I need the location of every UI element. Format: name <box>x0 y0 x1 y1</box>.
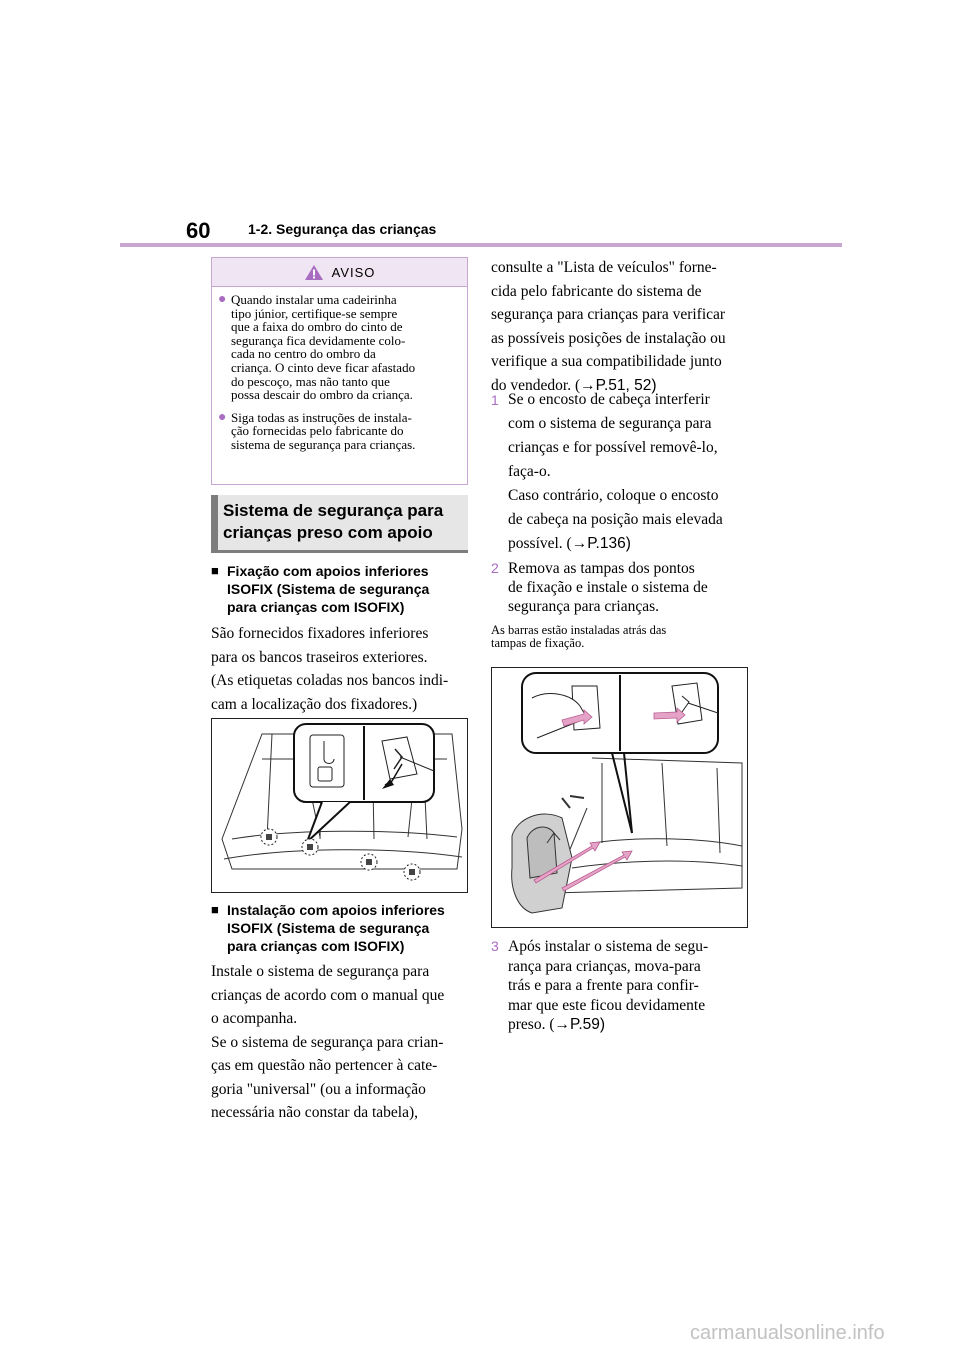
text-line <box>508 532 723 556</box>
text-line: tampas de fixação. <box>491 636 585 650</box>
warning-line: sistema de segurança para crianças. <box>231 436 416 452</box>
warning-label: AVISO <box>331 264 376 280</box>
paragraph-fixation <box>211 622 471 716</box>
step-number: 3 <box>491 938 499 954</box>
bullet-icon: ● <box>218 409 227 425</box>
warning-line: segurança fica devidamente colo- <box>231 332 406 348</box>
section-title: 1-2. Segurança das crianças <box>248 221 437 237</box>
text-line: as possíveis posições de instalação ou <box>491 329 726 347</box>
text-line: Remova as tampas dos pontos <box>508 560 695 577</box>
warning-box <box>211 257 468 485</box>
warning-line: possa descair do ombro da criança. <box>231 387 413 403</box>
text-line: As barras estão instaladas atrás das <box>491 623 667 637</box>
text-line: Caso contrário, coloque o encosto <box>508 487 719 504</box>
text-span: do vendedor. ( <box>491 376 581 394</box>
warning-line: criança. O cinto deve ficar afastado <box>231 359 416 375</box>
step-2 <box>491 559 761 616</box>
page-number: 60 <box>186 218 211 243</box>
heading-line: Sistema de segurança para <box>223 501 444 520</box>
text-line: de cabeça na posição mais elevada <box>508 511 723 528</box>
text-line: rança para crianças, mova-para <box>508 957 701 975</box>
step-3 <box>491 937 761 1035</box>
step-1 <box>491 388 761 556</box>
subheading-line: ISOFIX (Sistema de segurança <box>227 581 430 597</box>
page-reference-link[interactable]: →P.59) <box>554 1016 606 1033</box>
heading-bar <box>211 495 218 550</box>
step-number: 1 <box>491 392 499 408</box>
text-line: para os bancos traseiros exteriores. <box>211 648 428 666</box>
text-line: consulte a "Lista de veículos" forne- <box>491 259 717 276</box>
child-seat-installation-illustration <box>492 668 747 927</box>
paragraph-installation <box>211 960 471 1125</box>
warning-line: cada no centro do ombro da <box>231 346 376 362</box>
text-line: (As etiquetas coladas nos bancos indi- <box>211 672 449 689</box>
subheading-line: ISOFIX (Sistema de segurança <box>227 920 430 936</box>
text-line: crianças e for possível removê-lo, <box>508 439 718 456</box>
text-line: crianças de acordo com o manual que <box>211 986 445 1004</box>
warning-triangle-icon <box>304 264 324 281</box>
header-rule <box>120 243 842 247</box>
warning-item-1 <box>218 293 459 402</box>
subheading-line: Instalação com apoios inferiores <box>227 902 445 918</box>
section-heading <box>211 495 468 553</box>
heading-line: crianças preso com apoio <box>223 523 433 542</box>
note-fixation-covers <box>491 624 761 650</box>
text-line: segurança para crianças. <box>508 598 660 615</box>
text-line: cida pelo fabricante do sistema de <box>491 282 702 300</box>
page-reference-link[interactable]: →P.136) <box>571 535 631 552</box>
warning-line: que a faixa do ombro do cinto de <box>231 319 403 335</box>
subheading-line: para crianças com ISOFIX) <box>227 599 405 615</box>
text-line: de fixação e instale o sistema de <box>508 579 708 596</box>
warning-line: Quando instalar uma cadeirinha <box>231 292 397 307</box>
text-line: São fornecidos fixadores inferiores <box>211 625 429 642</box>
figure-install-child-seat <box>491 667 748 928</box>
text-line: segurança para crianças para verificar <box>491 306 726 323</box>
text-line: Após instalar o sistema de segu- <box>508 938 709 955</box>
text-line: mar que este ficou devidamente <box>508 996 706 1014</box>
paragraph-vehicle-list <box>491 256 761 397</box>
warning-item-2 <box>218 411 459 452</box>
text-line: goria "universal" (ou a informação <box>211 1080 426 1098</box>
warning-header <box>212 258 467 287</box>
text-line: verifique a sua compatibilidade junto <box>491 353 722 370</box>
warning-line: do pescoço, mas não tanto que <box>231 373 390 389</box>
text-line: cam a localização dos fixadores.) <box>211 695 418 713</box>
bullet-icon: ● <box>218 292 227 307</box>
figure-rear-seat-anchors <box>211 718 468 893</box>
text-line: Instale o sistema de segurança para <box>211 963 430 980</box>
subheading-line: para crianças com ISOFIX) <box>227 938 405 954</box>
step-number: 2 <box>491 560 499 576</box>
text-line: o acompanha. <box>211 1010 298 1027</box>
subheading-installation <box>211 901 468 955</box>
text-line: faça-o. <box>508 463 551 480</box>
text-span: possível. ( <box>508 535 572 552</box>
text-line: Se o sistema de segurança para crian- <box>211 1033 444 1051</box>
page-reference-link[interactable]: →P.51, 52) <box>580 376 657 394</box>
watermark: carmanualsonline.info <box>690 1322 885 1344</box>
text-line: Se o encosto de cabeça interferir <box>508 391 710 408</box>
text-span: preso. ( <box>508 1016 555 1033</box>
text-line <box>508 1015 708 1035</box>
subheading-fixation <box>211 562 468 616</box>
warning-line: ção fornecidas pelo fabricante do <box>231 423 404 439</box>
square-bullet-icon: ■ <box>211 902 219 917</box>
text-line: com o sistema de segurança para <box>508 415 712 432</box>
square-bullet-icon: ■ <box>211 563 219 578</box>
subheading-line: Fixação com apoios inferiores <box>227 563 429 579</box>
text-line: trás e para a frente para confir- <box>508 977 699 994</box>
warning-line: Siga todas as instruções de instala- <box>231 409 412 425</box>
rear-seat-illustration <box>212 719 467 892</box>
text-line: ças em questão não pertencer à cate- <box>211 1057 438 1074</box>
warning-line: tipo júnior, certifique-se sempre <box>231 305 398 321</box>
text-line: necessária não constar da tabela), <box>211 1104 418 1121</box>
